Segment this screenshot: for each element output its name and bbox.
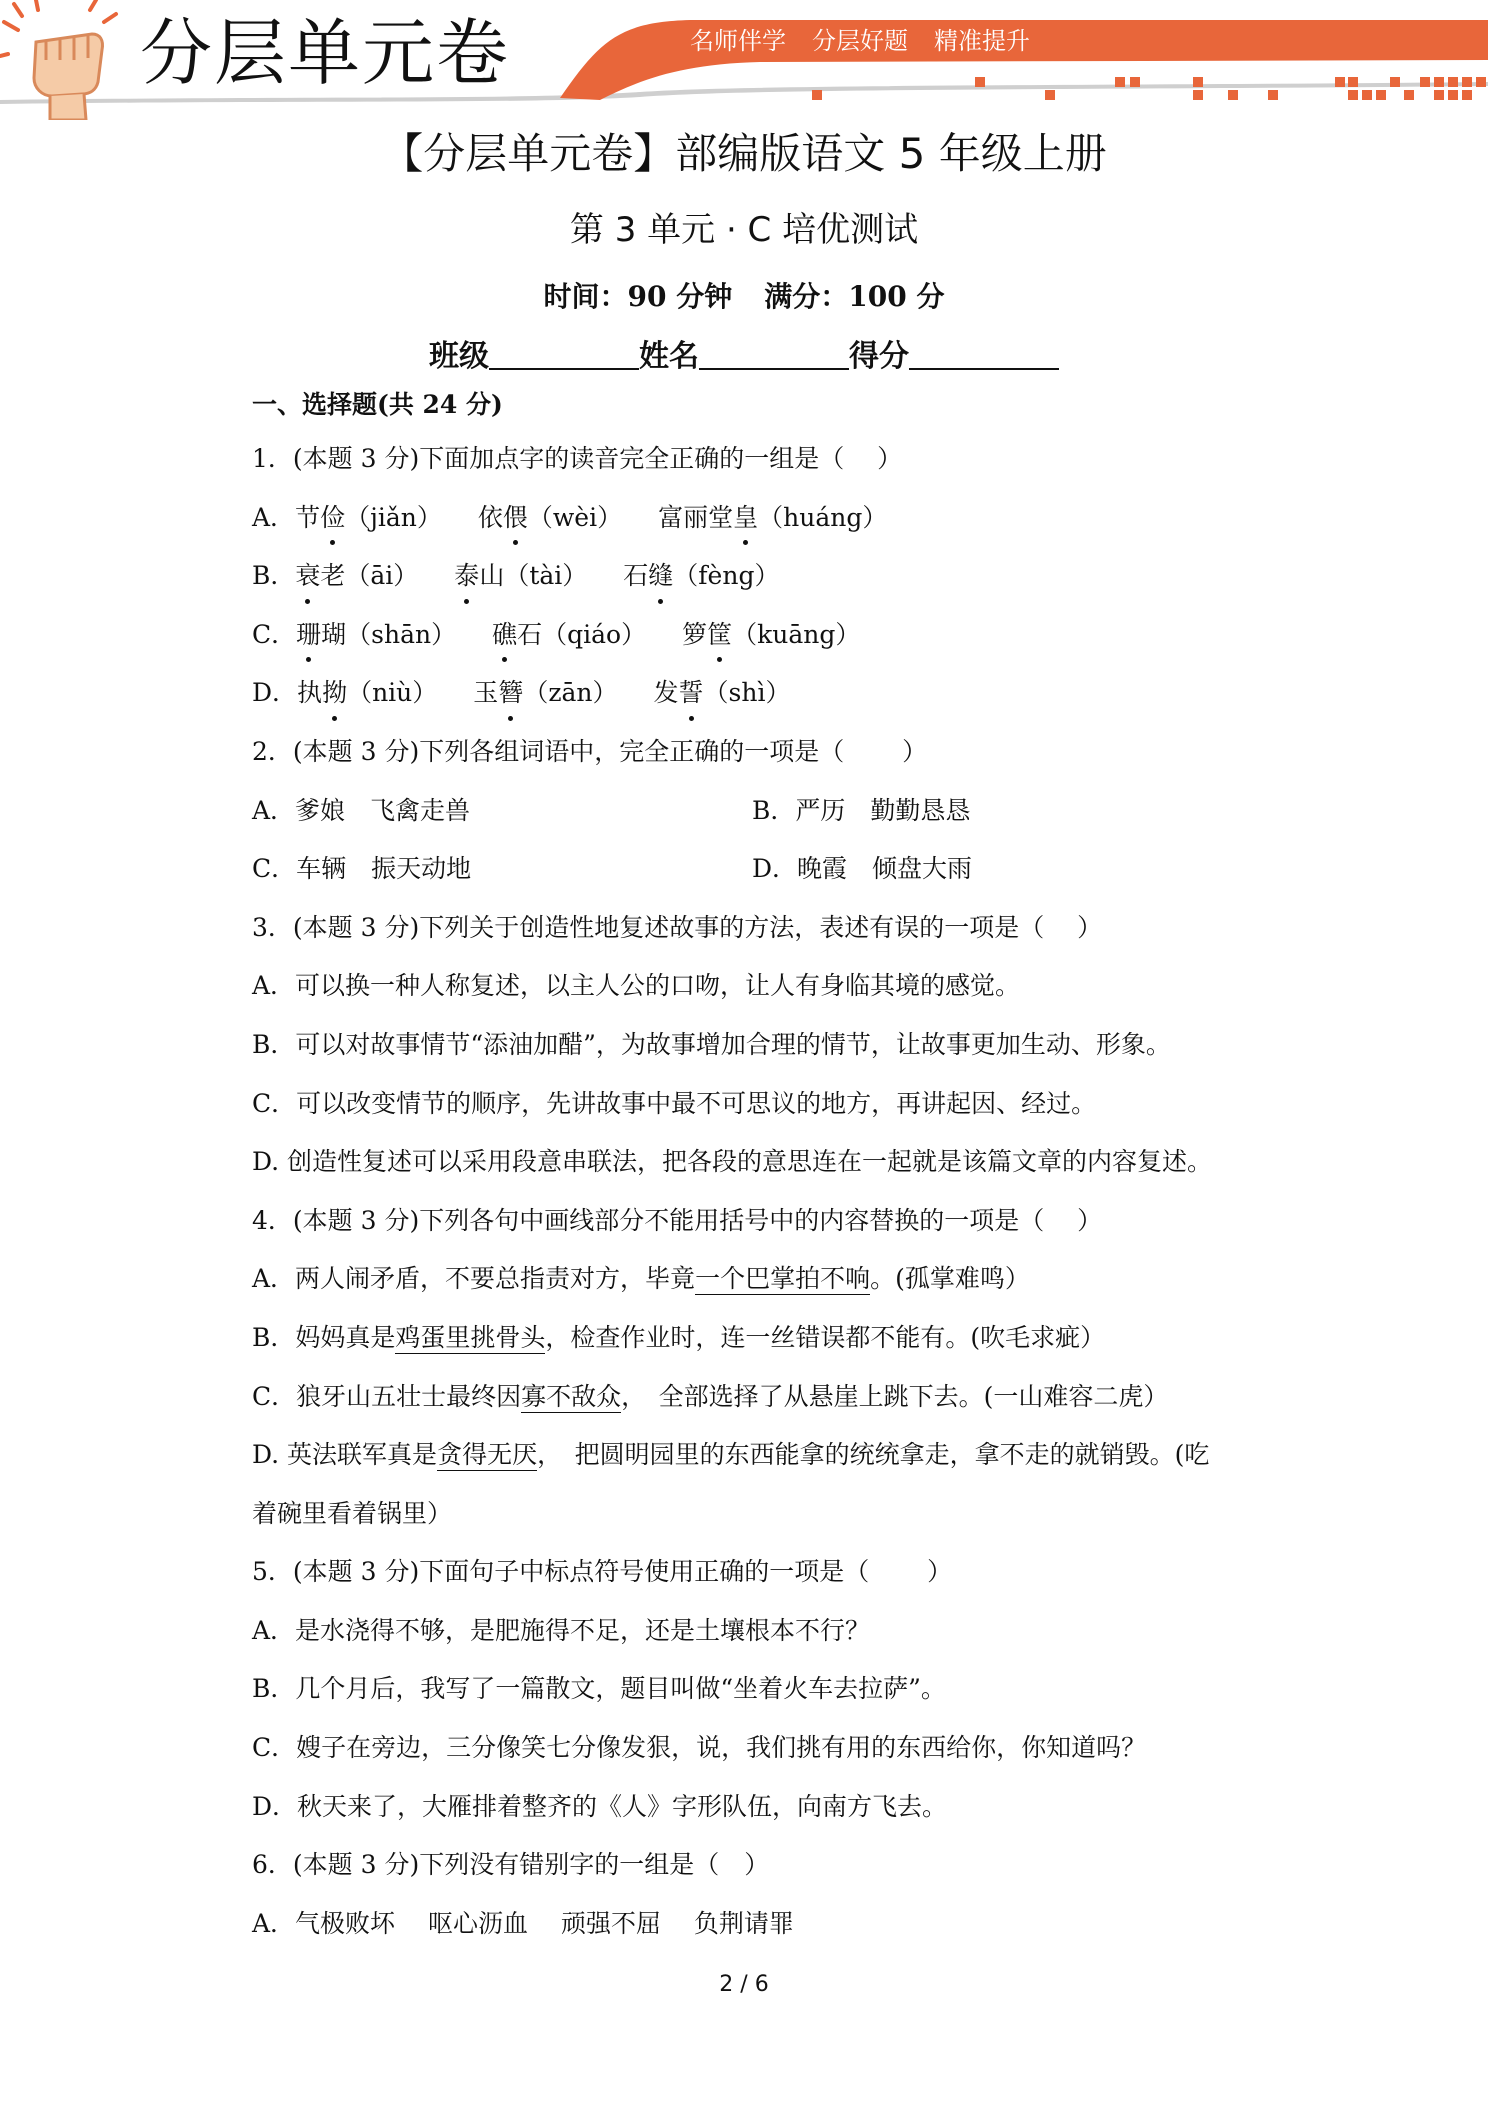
question-stem: 2．(本题 3 分)下列各组词语中，完全正确的一项是（ ） <box>252 736 928 766</box>
question-stem: 1．(本题 3 分)下面加点字的读音完全正确的一组是（ ） <box>252 444 903 473</box>
page-number: 2 / 6 <box>719 1972 769 1997</box>
document-title: 【分层单元卷】部编版语文 5 年级上册 <box>381 129 1107 178</box>
option-c: C．狼牙山五壮士最终因寡不敌众， 全部选择了从悬崖上跳下去。(一山难容二虎） <box>252 1381 1169 1411</box>
option-a: A．气极败坏 呕心沥血 顽强不屈 负荆请罪 <box>252 1908 794 1938</box>
brand-title: 分层单元卷 <box>140 11 511 95</box>
student-info <box>0 332 1488 381</box>
dotted-char: 礁 <box>492 606 517 665</box>
name-label: 姓名 <box>639 339 699 374</box>
option-c: C．可以改变情节的顺序，先讲故事中最不可思议的地方，再讲起因、经过。 <box>252 1088 1097 1118</box>
dotted-char: 缝 <box>648 547 673 606</box>
option-a: A．两人闹矛盾，不要总指责对方，毕竟一个巴掌拍不响。(孤掌难鸣） <box>252 1264 1030 1294</box>
question-stem: 6．(本题 3 分)下列没有错别字的一组是（ ） <box>252 1850 770 1880</box>
dotted-char: 偎 <box>503 489 528 548</box>
full-score: 满分：100 分 <box>764 280 945 313</box>
slogan-group <box>690 24 1030 58</box>
option-d: D．晚霞 倾盘大雨 <box>752 854 973 884</box>
fist-logo-icon <box>0 0 120 120</box>
question-content <box>252 380 1252 1953</box>
dotted-char: 拗 <box>322 664 347 723</box>
option-c: C．车辆 振天动地 <box>252 854 472 884</box>
question-stem: 4．(本题 3 分)下列各句中画线部分不能用括号中的内容替换的一项是（ ） <box>252 1205 1103 1235</box>
option-d: D．执拗（niù） 玉簪（zān） 发誓（shì） <box>252 664 1252 723</box>
dotted-char: 泰 <box>454 547 479 606</box>
class-label: 班级 <box>429 339 489 374</box>
option-a: A．爹娘 飞禽走兽 <box>252 795 471 825</box>
question-stem: 3．(本题 3 分)下列关于创造性地复述故事的方法，表述有误的一项是（ ） <box>252 912 1103 942</box>
option-d-continued: 着碗里看着锅里） <box>252 1498 453 1528</box>
option-b: B．衰老（āi） 泰山（tài） 石缝（fèng） <box>252 547 1252 606</box>
dotted-char: 誓 <box>679 664 704 723</box>
slogan-item: 精准提升 <box>934 27 1030 55</box>
option-a: A．节俭（jiǎn） 依偎（wèi） 富丽堂皇（huáng） <box>252 489 1252 548</box>
option-d: D. 创造性复述可以采用段意串联法，把各段的意思连在一起就是该篇文章的内容复述。 <box>252 1147 1213 1177</box>
section-heading: 一、选择题(共 24 分) <box>252 390 503 419</box>
dotted-char: 俭 <box>320 489 345 548</box>
option-a: A．是水浇得不够，是肥施得不足，还是土壤根本不行？ <box>252 1615 871 1645</box>
underlined-phrase: 寡不敌众 <box>521 1381 622 1411</box>
slogan-item: 名师伴学 <box>690 27 786 55</box>
name-blank[interactable] <box>699 332 849 370</box>
option-row <box>252 840 1252 899</box>
score-label: 得分 <box>849 339 909 374</box>
dotted-char: 筐 <box>707 606 732 665</box>
question-stem: 5．(本题 3 分)下面句子中标点符号使用正确的一项是（ ） <box>252 1557 953 1587</box>
header-banner <box>0 0 1488 125</box>
time-limit: 时间：90 分钟 <box>543 280 733 313</box>
underlined-phrase: 鸡蛋里挑骨头 <box>395 1322 546 1352</box>
dotted-char: 衰 <box>295 547 320 606</box>
exam-info <box>0 272 1488 322</box>
score-blank[interactable] <box>909 332 1059 370</box>
option-c: C．珊瑚（shān） 礁石（qiáo） 箩筐（kuāng） <box>252 606 1252 665</box>
document-subtitle: 第 3 单元 · C 培优测试 <box>569 210 919 250</box>
underlined-phrase: 贪得无厌 <box>437 1440 538 1470</box>
option-b: B．可以对故事情节“添油加醋”，为故事增加合理的情节，让故事更加生动、形象。 <box>252 1029 1171 1059</box>
option-b: B．严历 勤勤恳恳 <box>752 795 971 825</box>
option-d: D. 英法联军真是贪得无厌， 把圆明园里的东西能拿的统统拿走，拿不走的就销毁。(吃 <box>252 1440 1210 1470</box>
dotted-char: 珊 <box>296 606 321 665</box>
option-a: A．可以换一种人称复述，以主人公的口吻，让人有身临其境的感觉。 <box>252 971 1021 1001</box>
option-b: B．几个月后，我写了一篇散文，题目叫做“坐着火车去拉萨”。 <box>252 1674 946 1704</box>
option-c: C．嫂子在旁边，三分像笑七分像发狠，说，我们挑有用的东西给你，你知道吗？ <box>252 1733 1147 1763</box>
slogan-item: 分层好题 <box>812 27 908 55</box>
option-row <box>252 782 1252 841</box>
underlined-phrase: 一个巴掌拍不响 <box>695 1264 871 1294</box>
class-blank[interactable] <box>489 332 639 370</box>
dotted-char: 皇 <box>733 489 758 548</box>
option-b: B．妈妈真是鸡蛋里挑骨头，检查作业时，连一丝错误都不能有。(吹毛求疵） <box>252 1322 1106 1352</box>
dotted-char: 簪 <box>498 664 523 723</box>
option-d: D．秋天来了，大雁排着整齐的《人》字形队伍，向南方飞去。 <box>252 1791 948 1821</box>
